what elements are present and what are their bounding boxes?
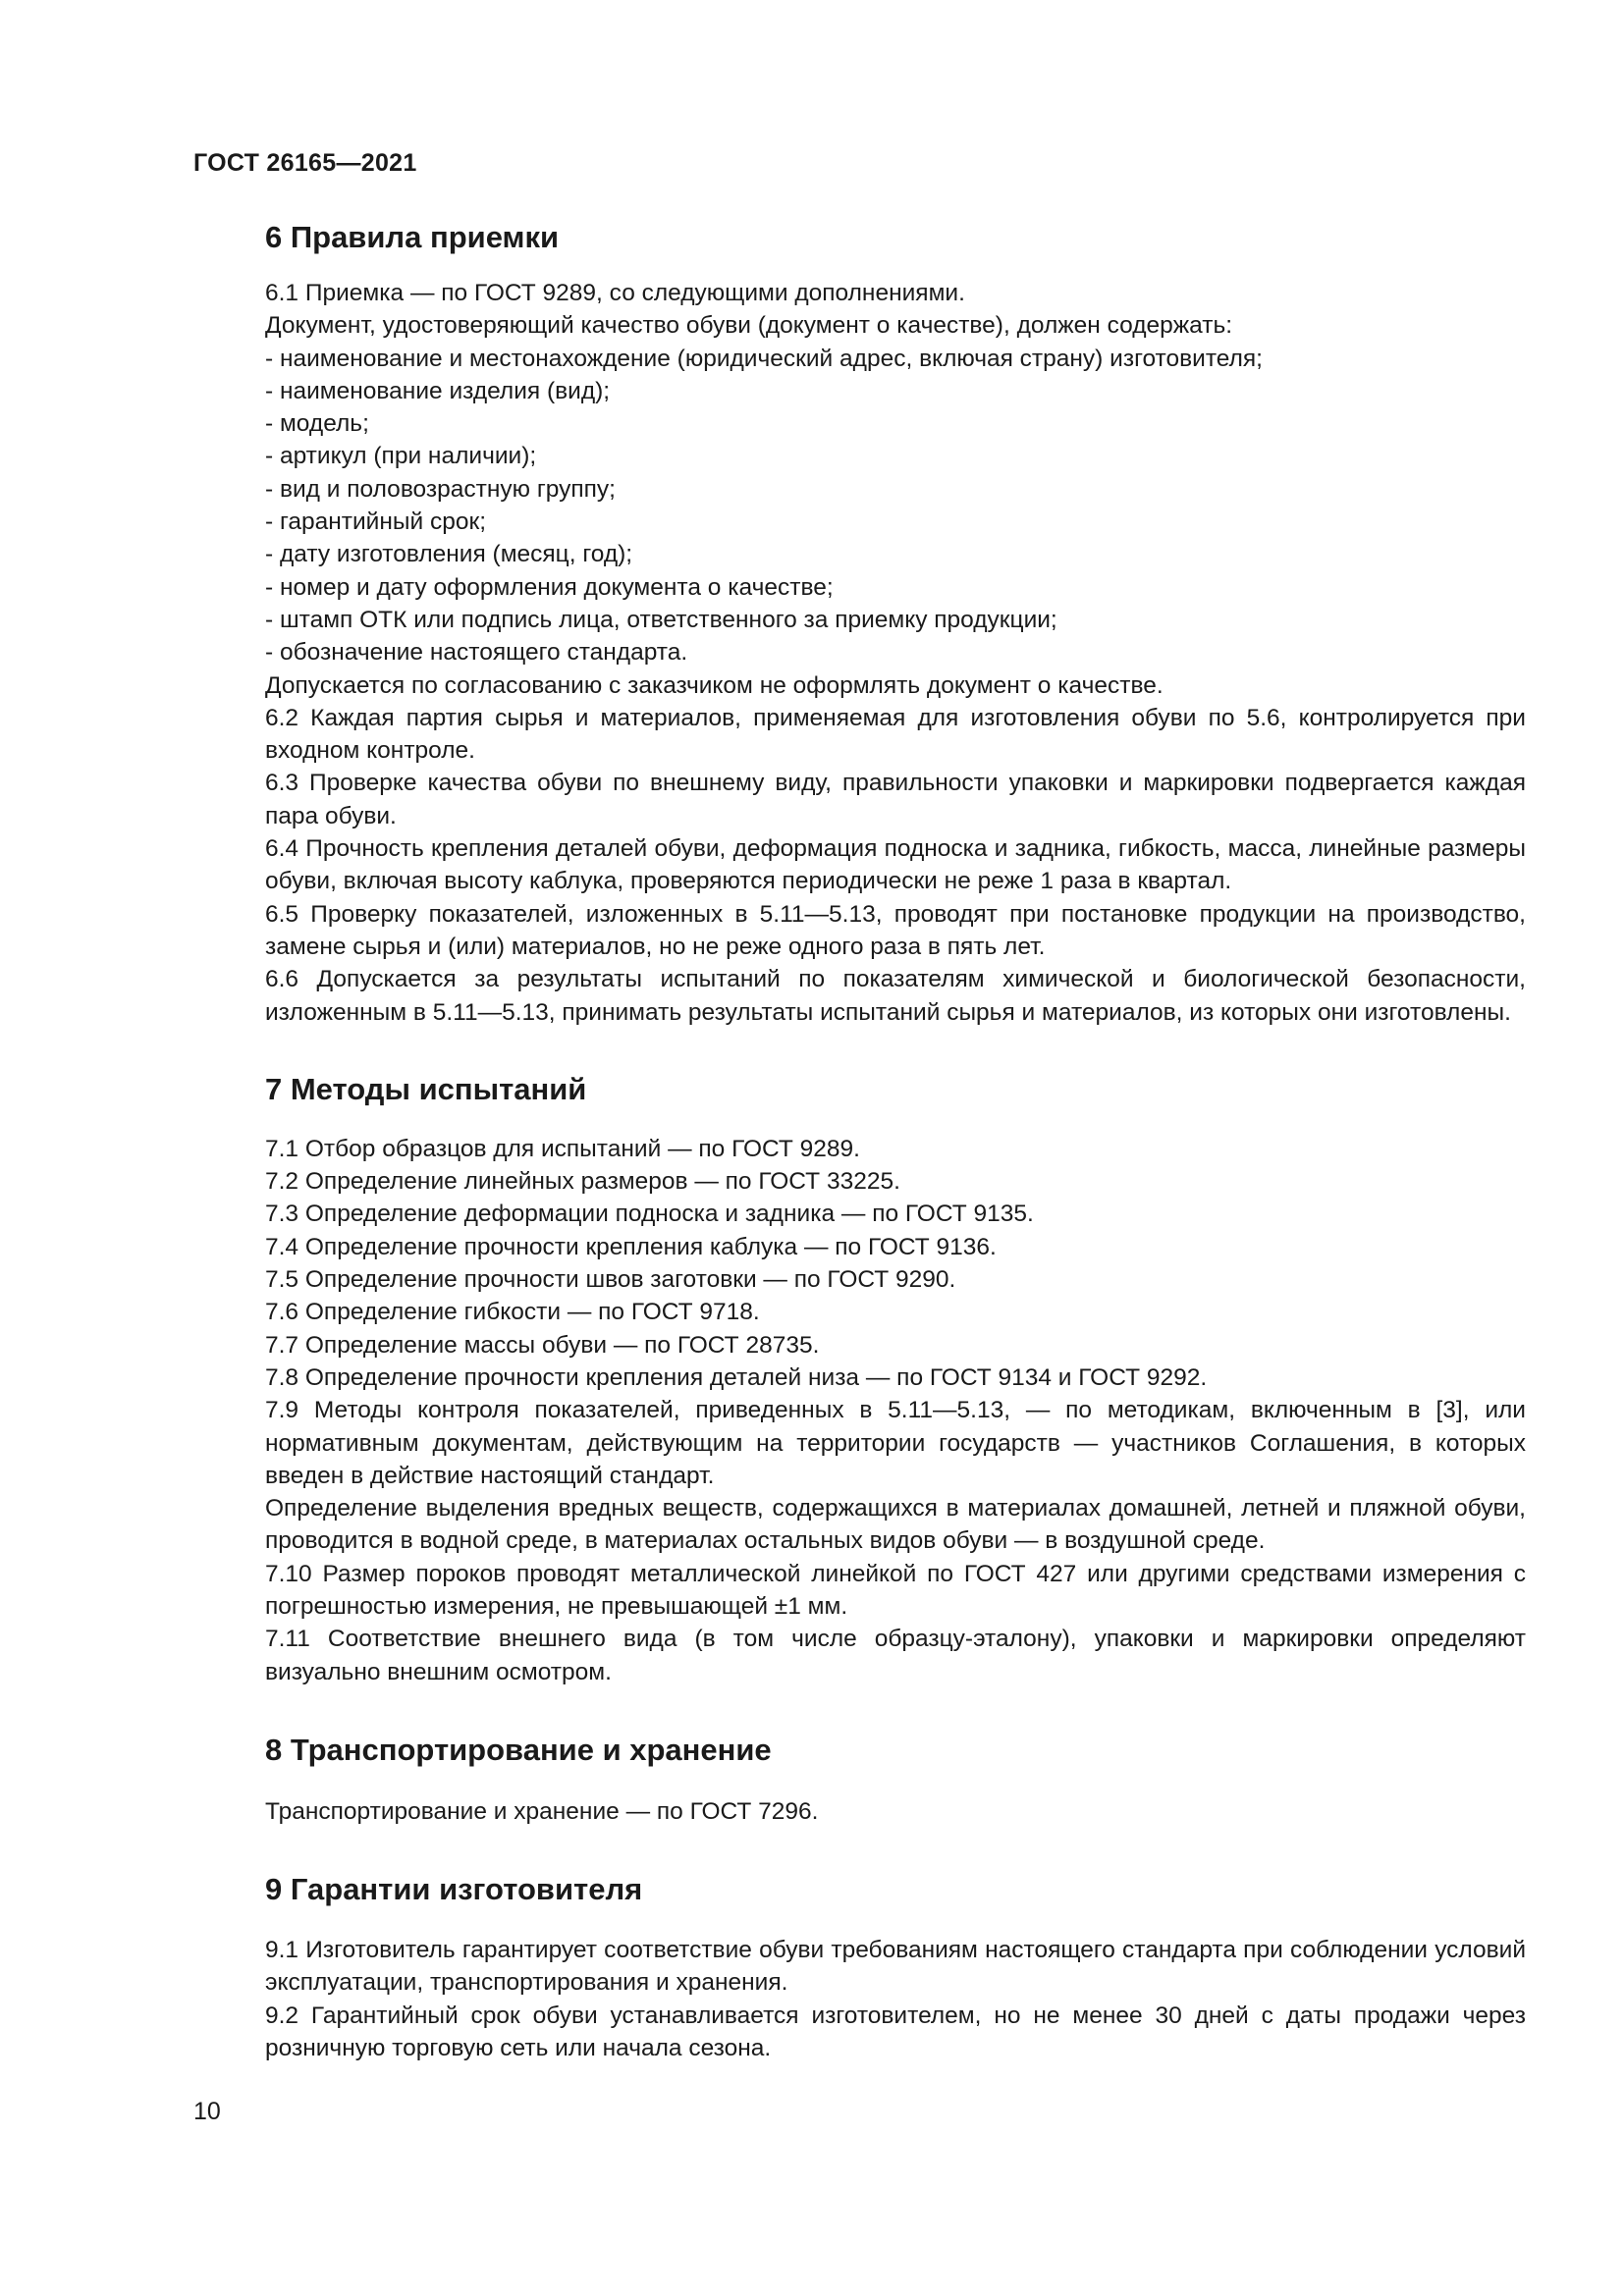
clause-7-9-note: Определение выделения вредных веществ, содержащихся в материалах домашней, летней и пляжной обуви, проводится в водной среде, в материалах остальных видов обуви — в воздушной среде. [265,1495,1526,1555]
document-code: ГОСТ 26165—2021 [193,149,417,177]
clause-8: Транспортирование и хранение — по ГОСТ 7296. [265,1797,819,1825]
list-item: - наименование и местонахождение (юридический адрес, включая страну) изготовителя; [265,345,1263,372]
list-item: - наименование изделия (вид); [265,377,611,404]
page-number: 10 [193,2098,221,2125]
clause-6-4: 6.4 Прочность крепления деталей обуви, деформация подноска и задника, гибкость, масса, линейные размеры обуви, включая высоту каблука, проверяются периодически не реже 1 раза в квартал. [265,835,1526,895]
clause-6-3: 6.3 Проверке качества обуви по внешнему виду, правильности упаковки и маркировки подвергается каждая пара обуви. [265,770,1526,829]
clause-7-1: 7.1 Отбор образцов для испытаний — по ГОСТ 9289. [265,1135,860,1162]
clause-7-9: 7.9 Методы контроля показателей, приведенных в 5.11—5.13, — по методикам, включенным в [3], или нормативным документам, действующим на территории государств — участников Соглашения, в которых введен в действие настоящий стандарт. [265,1397,1526,1489]
clause-7-6: 7.6 Определение гибкости — по ГОСТ 9718. [265,1299,760,1326]
clause-7-4: 7.4 Определение прочности крепления каблука — по ГОСТ 9136. [265,1233,997,1260]
list-item: - обозначение настоящего стандарта. [265,639,688,667]
list-item: - модель; [265,410,369,438]
page-content [265,218,1526,2064]
clause-6-6: 6.6 Допускается за результаты испытаний по показателям химической и биологической безопасности, изложенным в 5.11—5.13, принимать результаты испытаний сырья и материалов, из которых они изготовлены. [265,966,1526,1026]
clause-6-5: 6.5 Проверку показателей, изложенных в 5.11—5.13, проводят при постановке продукции на производство, замене сырья и (или) материалов, но не реже одного раза в пять лет. [265,900,1526,960]
clause-7-8: 7.8 Определение прочности крепления деталей низа — по ГОСТ 9134 и ГОСТ 9292. [265,1363,1208,1391]
clause-7-11: 7.11 Соответствие внешнего вида (в том числе образцу-эталону), упаковки и маркировки определяют визуально внешним осмотром. [265,1626,1526,1685]
clause-7-10: 7.10 Размер пороков проводят металлической линейкой по ГОСТ 427 или другими средствами измерения с погрешностью измерения, не превышающей ±1 мм. [265,1560,1526,1620]
clause-9-1: 9.1 Изготовитель гарантирует соответствие обуви требованиям настоящего стандарта при соблюдении условий эксплуатации, транспортирования и хранения. [265,1937,1526,1997]
section-9-title: 9 Гарантии изготовителя [265,1872,643,1907]
list-item: - гарантийный срок; [265,508,487,536]
clause-7-3: 7.3 Определение деформации подноска и задника — по ГОСТ 9135. [265,1201,1034,1228]
list-item: - дату изготовления (месяц, год); [265,541,633,568]
section-7-title: 7 Методы испытаний [265,1071,587,1106]
list-item: - номер и дату оформления документа о качестве; [265,573,834,601]
clause-7-7: 7.7 Определение массы обуви — по ГОСТ 28735. [265,1331,820,1359]
section-8-title: 8 Транспортирование и хранение [265,1732,772,1767]
quality-document-intro: Документ, удостоверяющий качество обуви (документ о качестве), должен содержать: [265,312,1233,340]
clause-7-2: 7.2 Определение линейных размеров — по ГОСТ 33225. [265,1168,900,1196]
list-item: - штамп ОТК или подпись лица, ответственного за приемку продукции; [265,606,1057,633]
clause-7-5: 7.5 Определение прочности швов заготовки — по ГОСТ 9290. [265,1266,956,1294]
quality-document-list [265,343,1526,669]
clause-9-2: 9.2 Гарантийный срок обуви устанавливается изготовителем, но не менее 30 дней с даты продажи через розничную торговую сеть или начала сезона. [265,2002,1526,2062]
list-item: - вид и половозрастную группу; [265,475,616,503]
clause-6-2: 6.2 Каждая партия сырья и материалов, применяемая для изготовления обуви по 5.6, контролируется при входном контроле. [265,704,1526,765]
quality-document-note: Допускается по согласованию с заказчиком не оформлять документ о качестве. [265,671,1164,699]
clause-6-1: 6.1 Приемка — по ГОСТ 9289, со следующими дополнениями. [265,280,965,306]
section-6-title: 6 Правила приемки [265,220,560,254]
list-item: - артикул (при наличии); [265,443,537,470]
